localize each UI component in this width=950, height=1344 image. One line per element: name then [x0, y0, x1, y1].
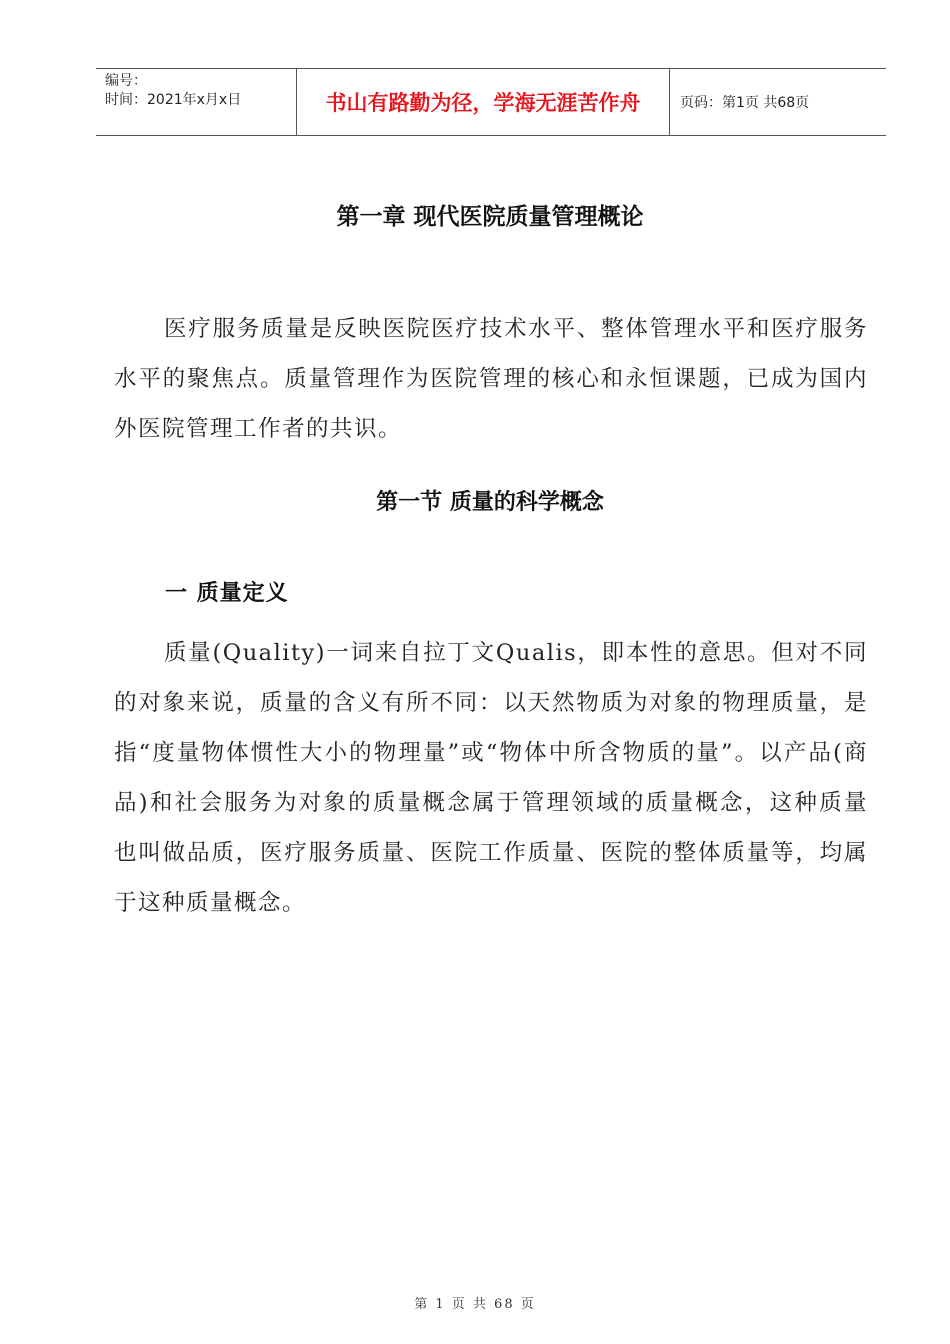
document-header	[96, 68, 886, 136]
serial-number-label: 编号：	[105, 73, 147, 89]
page-footer: 第 1 页 共 68 页	[414, 1297, 536, 1312]
time-label: 时间：2021年x月x日	[105, 92, 242, 108]
chapter-title: 第一章 现代医院质量管理概论	[336, 204, 644, 230]
section-title: 第一节 质量的科学概念	[376, 490, 604, 515]
header-motto-cell	[297, 69, 670, 135]
header-page-cell	[670, 69, 886, 135]
definition-paragraph: 质量(Quality)一词来自拉丁文Qualis，即本性的意思。但对不同的对象来说，质量的含义有所不同：以天然物质为对象的物理质量，是指“度量物体惯性大小的物理量”或“物体中所含物质的量”。以产品(商品)和社会服务为对象的质量概念属于管理领域的质量概念，这种质量也叫做品质，医疗服务质量、医院工作质量、医院的整体质量等，均属于这种质量概念。	[114, 640, 868, 916]
subsection-title: 一 质量定义	[165, 581, 289, 606]
header-motto: 书山有路勤为径，学海无涯苦作舟	[325, 90, 641, 115]
header-meta-cell	[96, 69, 297, 135]
intro-paragraph: 医疗服务质量是反映医院医疗技术水平、整体管理水平和医疗服务水平的聚焦点。质量管理作为医院管理的核心和永恒课题，已成为国内外医院管理工作者的共识。	[114, 316, 868, 442]
header-page-info: 页码：第1页 共68页	[680, 95, 810, 111]
